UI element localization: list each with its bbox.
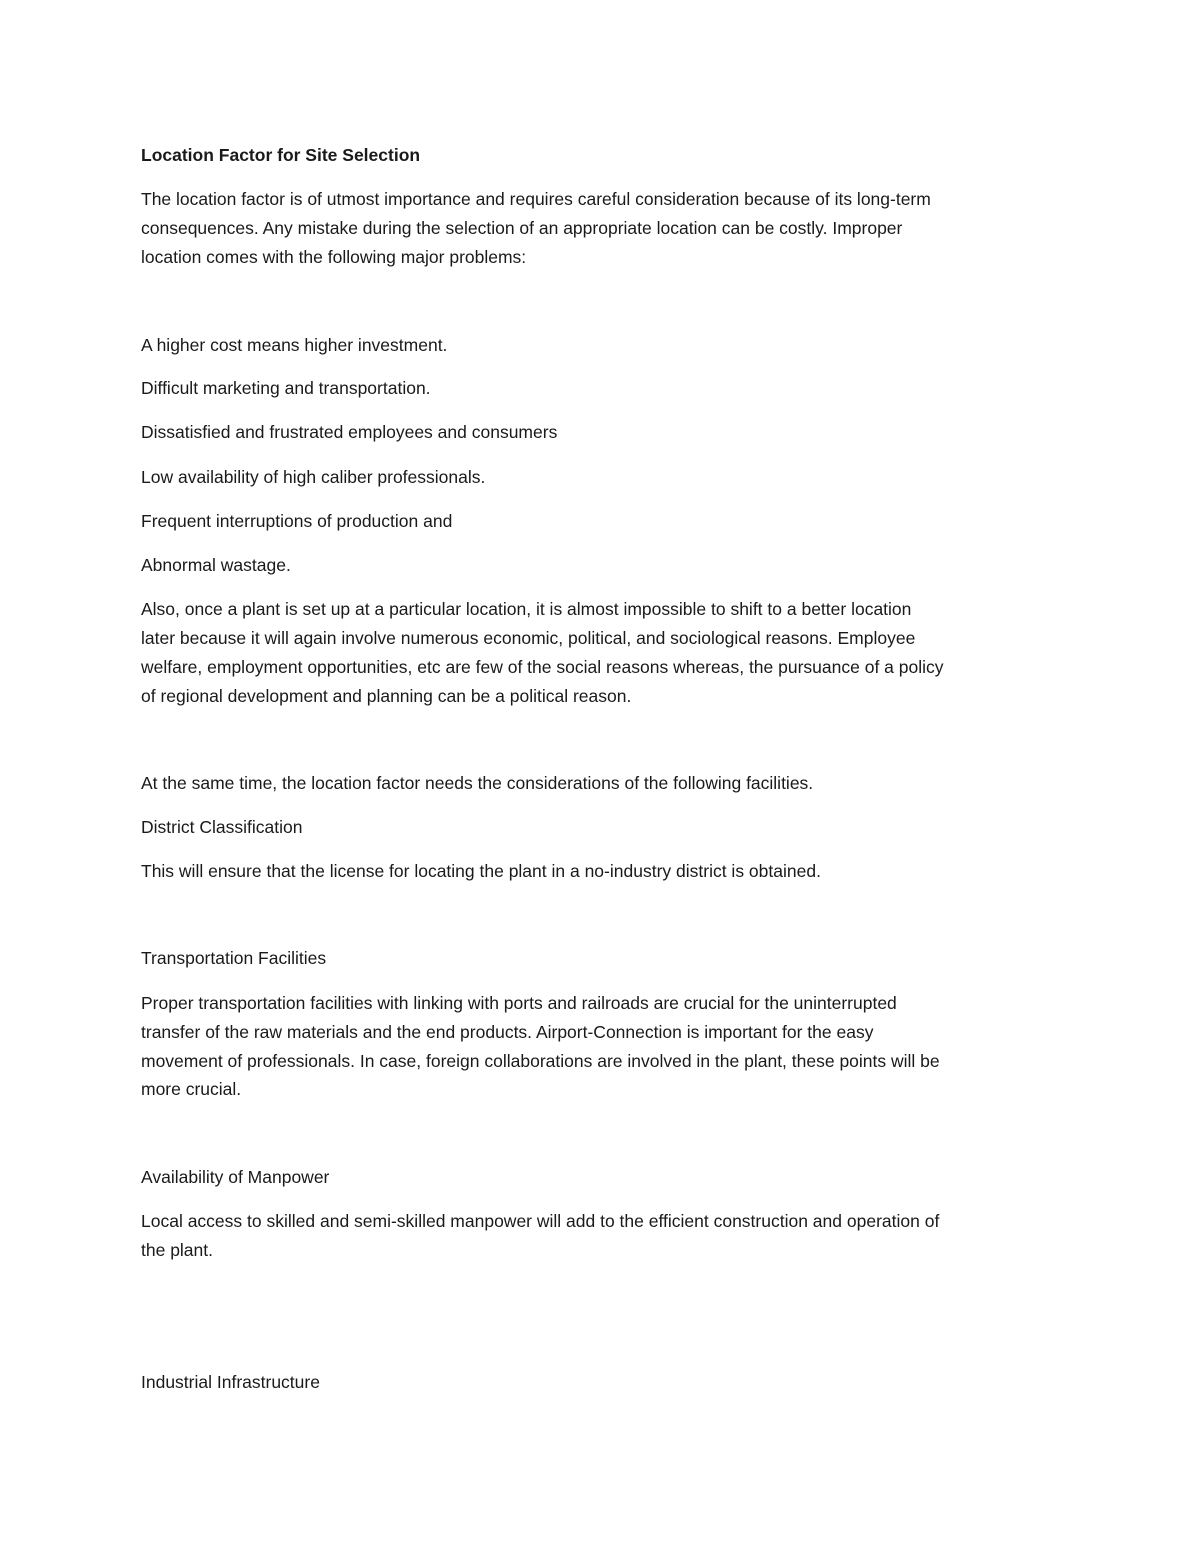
transportation-line-3: movement of professionals. In case, foreign collaborations are involved in the plant, these points will be xyxy=(141,1051,940,1071)
transportation-line-4: more crucial. xyxy=(141,1079,242,1099)
problem-item: Frequent interruptions of production and xyxy=(141,511,453,531)
transportation-line-2: transfer of the raw materials and the end products. Airport-Connection is important for the easy xyxy=(141,1022,874,1042)
also-line-3: welfare, employment opportunities, etc are few of the social reasons whereas, the pursuance of a policy xyxy=(141,657,944,677)
problem-item: Low availability of high caliber professionals. xyxy=(141,467,486,487)
problem-item: Dissatisfied and frustrated employees and consumers xyxy=(141,422,558,442)
also-line-4: of regional development and planning can be a political reason. xyxy=(141,686,632,706)
also-line-2: later because it will again involve numerous economic, political, and sociological reasons. Employee xyxy=(141,628,916,648)
intro-line-2: consequences. Any mistake during the selection of an appropriate location can be costly. Improper xyxy=(141,218,903,238)
also-line-1: Also, once a plant is set up at a particular location, it is almost impossible to shift to a better location xyxy=(141,599,912,619)
intro-line-3: location comes with the following major problems: xyxy=(141,247,527,267)
manpower-line-1: Local access to skilled and semi-skilled manpower will add to the efficient construction and operation of xyxy=(141,1211,940,1231)
infrastructure-heading: Industrial Infrastructure xyxy=(141,1372,320,1392)
manpower-heading: Availability of Manpower xyxy=(141,1167,330,1187)
intro-line-1: The location factor is of utmost importance and requires careful consideration because of its long-term xyxy=(141,189,931,209)
district-heading: District Classification xyxy=(141,817,303,837)
district-body: This will ensure that the license for locating the plant in a no-industry district is obtained. xyxy=(141,861,821,881)
transportation-line-1: Proper transportation facilities with linking with ports and railroads are crucial for the uninterrupted xyxy=(141,993,897,1013)
problem-item: Abnormal wastage. xyxy=(141,555,291,575)
facilities-intro: At the same time, the location factor needs the considerations of the following facilities. xyxy=(141,773,814,793)
transportation-heading: Transportation Facilities xyxy=(141,948,327,968)
problem-item: A higher cost means higher investment. xyxy=(141,335,448,355)
problem-item: Difficult marketing and transportation. xyxy=(141,378,431,398)
manpower-line-2: the plant. xyxy=(141,1240,213,1260)
document-title: Location Factor for Site Selection xyxy=(141,145,421,165)
